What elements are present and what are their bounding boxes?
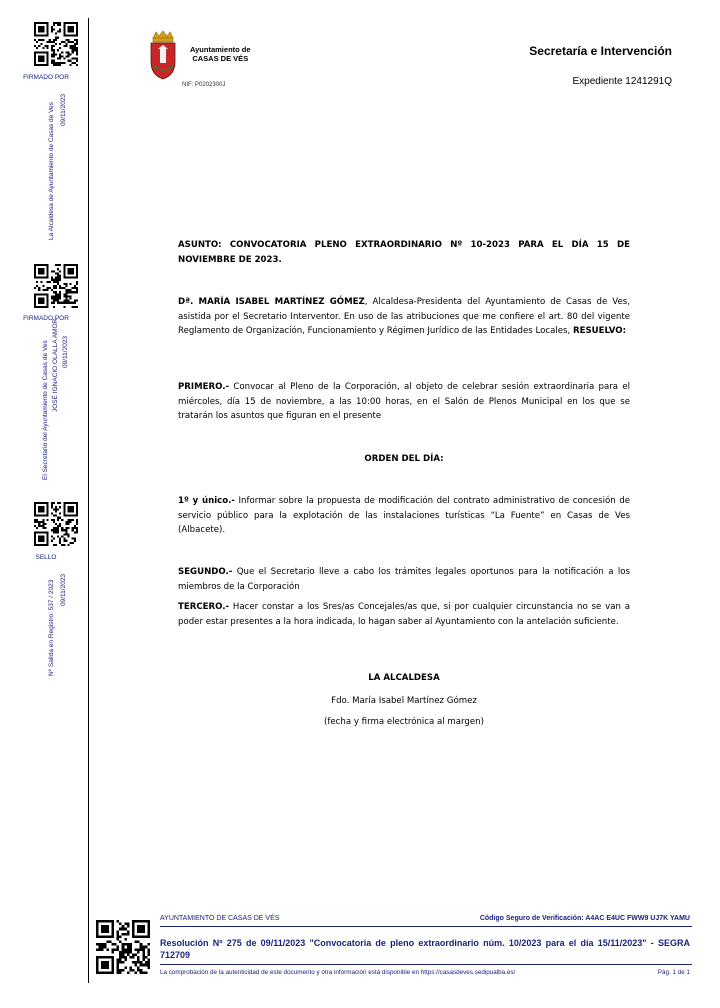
footer-organization: AYUNTAMIENTO DE CASAS DE VÉS	[160, 915, 280, 922]
registry-entry: Nº Salida en Registro: 537 / 2023	[48, 579, 55, 676]
second-resolution-paragraph: SEGUNDO.- Que el Secretario lleve a cabo los trámites legales oportunos para la notificación a los miembros de la Corporación	[178, 567, 630, 592]
signer-name: Fdo. María Isabel Martínez Gómez	[331, 696, 477, 706]
margin-divider	[88, 18, 89, 983]
intro-paragraph: Dª. MARÍA ISABEL MARTÍNEZ GÓMEZ, Alcaldesa-Presidenta del Ayuntamiento de Casas de Ves, asistida por el Secretario Interventor. En uso de las atribuciones que me confiere el art. 80 del vigente Reglamento de Organización, Funcionamiento y Régimen Jurídico de las Entidades Locales, RESUELVO:	[178, 297, 630, 336]
signature-signer: La Alcaldesa de Ayuntamiento de Casas de Ves	[48, 102, 55, 240]
third-resolution-paragraph: TERCERO.- Hacer constar a los Sres/as Concejales/as que, si por cualquier circunstancia no se van a poder estar presentes a la hora indicada, lo hagan saber al Ayuntamiento con la antelación suficiente.	[178, 602, 630, 627]
resolution-reference: Resolución Nº 275 de 09/11/2023 "Convocatoria de pleno extraordinario núm. 10/2023 para el día 15/11/2023" - SEGRA 712709	[160, 938, 690, 960]
agenda-heading: ORDEN DEL DÍA:	[364, 454, 444, 464]
file-reference: Expediente 1241291Q	[572, 76, 672, 87]
signature-date: 09/11/2023	[62, 335, 69, 368]
signature-label: FIRMADO POR	[23, 315, 69, 322]
authenticity-notice: La comprobación de la autenticidad de este documento y otra información está disponible en https://casasdeves.sedipualba.es/	[160, 969, 516, 976]
document-subject: ASUNTO: CONVOCATORIA PLENO EXTRAORDINARIO Nº 10-2023 PARA EL DÍA 15 DE NOVIEMBRE DE 2023.	[178, 240, 630, 265]
organization-name: Ayuntamiento de CASAS DE VÉS	[190, 45, 251, 63]
page-number: Pág. 1 de 1	[657, 969, 690, 976]
signature-label: FIRMADO POR	[23, 74, 69, 81]
signature-signer-name: JOSÉ IGNACIO OLALLA AMOR	[52, 318, 59, 412]
signature-qr-code	[34, 264, 78, 308]
verification-code: Código Seguro de Verificación: A4AC E4UC FWW9 UJ7K YAMU	[479, 915, 690, 922]
first-resolution-paragraph: PRIMERO.- Convocar al Pleno de la Corporación, al objeto de celebrar sesión extraordinaria para el miércoles, día 15 de noviembre, a las 10:00 horas, en el Salón de Plenos Municipal en los que se tratarán los asuntos que figuran en el presente	[178, 382, 630, 421]
signature-qr-code	[34, 22, 78, 66]
town-coat-of-arms-logo	[148, 30, 178, 80]
signer-title: LA ALCALDESA	[368, 673, 440, 683]
seal-label: SELLO	[35, 554, 57, 561]
seal-qr-code	[34, 502, 78, 546]
mayor-name: Dª. MARÍA ISABEL MARTÍNEZ GÓMEZ	[178, 297, 365, 307]
tax-id: NIF: P0202300J	[182, 82, 226, 88]
signature-note: (fecha y firma electrónica al margen)	[324, 717, 484, 727]
footer-divider	[160, 926, 692, 927]
verification-qr-code	[96, 920, 150, 974]
resolve-keyword: RESUELVO:	[572, 326, 627, 336]
department-title: Secretaría e Intervención	[529, 44, 672, 58]
agenda-item: 1º y único.- Informar sobre la propuesta de modificación del contrato administrativo de concesión de servicio público para la explotación de las instalaciones turísticas “La Fuente” en Casas de Ves (Albacete).	[178, 496, 630, 535]
footer-divider	[160, 964, 692, 965]
signature-date: 09/11/2023	[60, 93, 67, 126]
registry-date: 09/11/2023	[60, 573, 67, 606]
signature-signer: El Secretario del Ayuntamiento de Casas de Ves	[42, 340, 49, 480]
